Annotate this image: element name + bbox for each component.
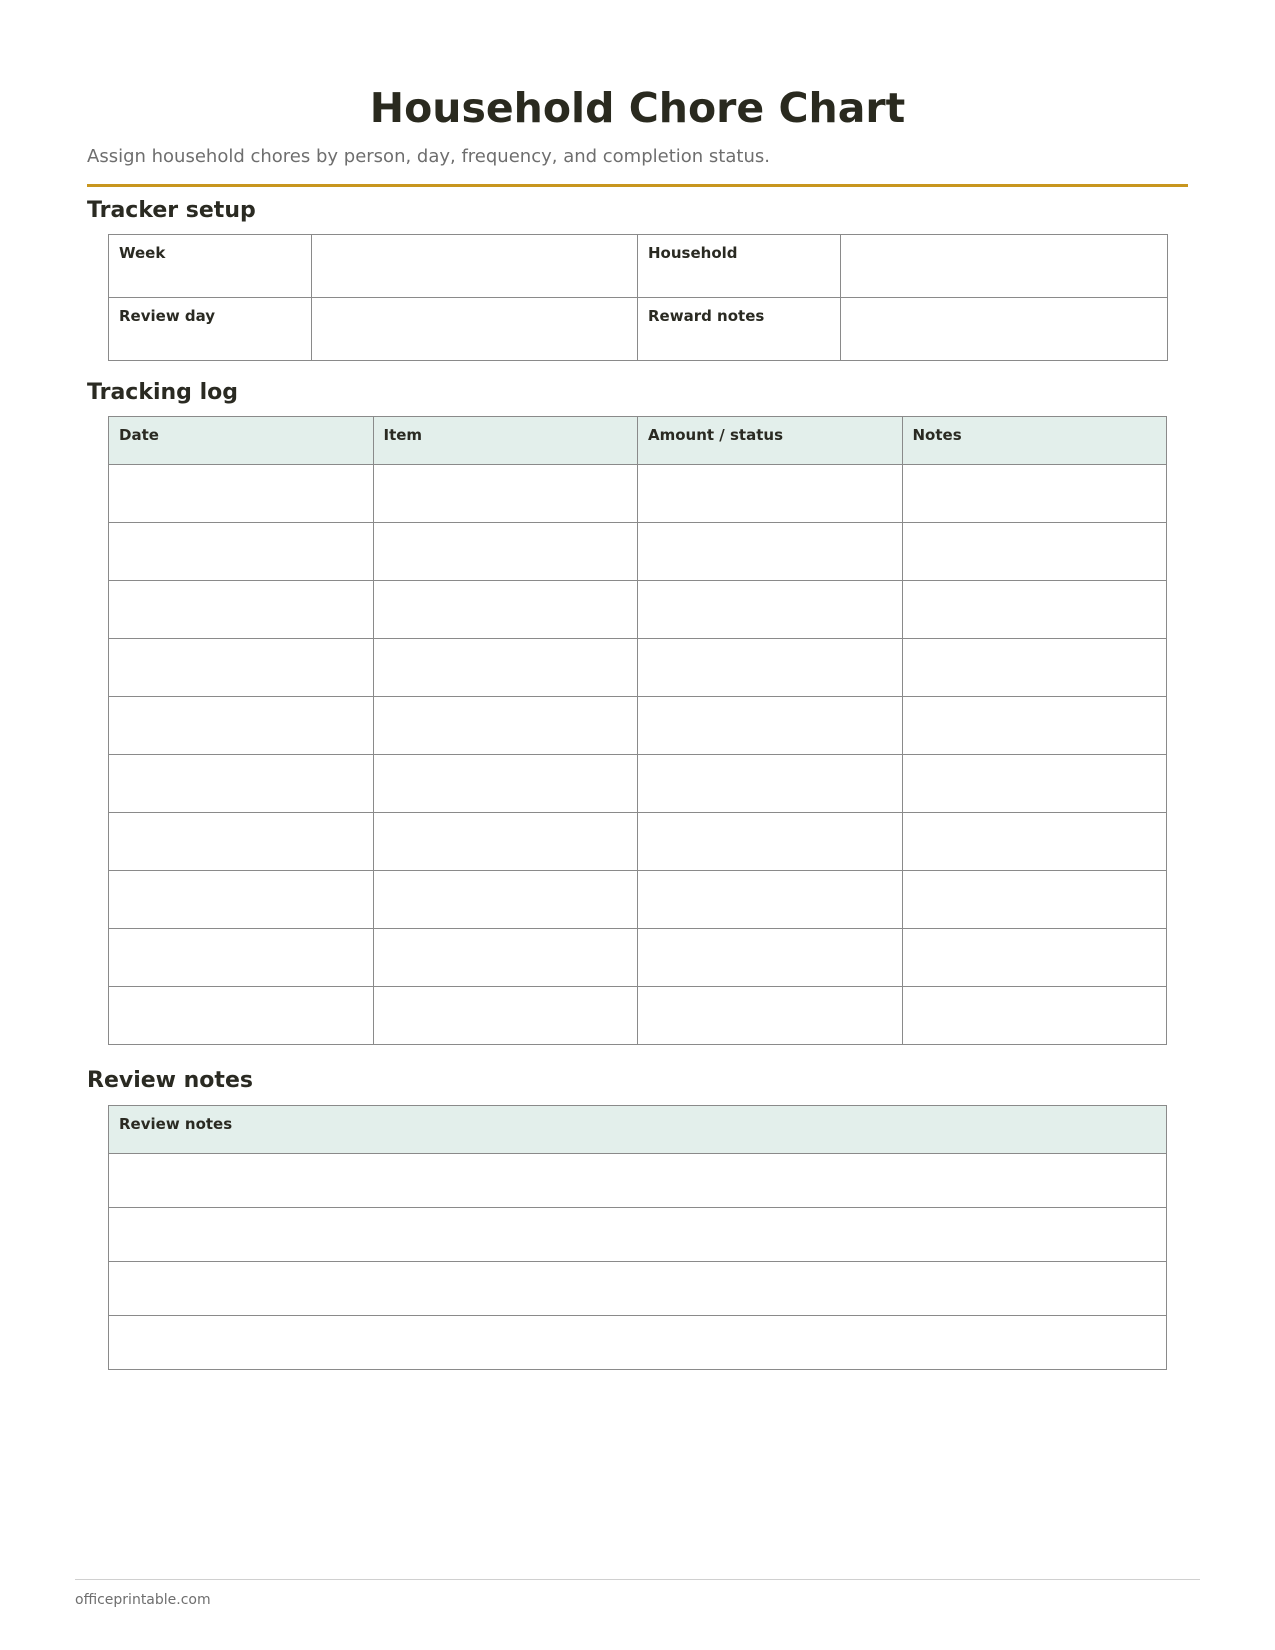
review-notes-body <box>109 1154 1167 1370</box>
review-day-label: Review day <box>119 307 216 325</box>
household-label: Household <box>648 244 738 262</box>
week-field[interactable] <box>312 235 638 298</box>
review-notes-table <box>108 1105 1167 1370</box>
review-day-label-cell <box>109 298 312 361</box>
log-cell[interactable] <box>902 465 1167 523</box>
review-notes-line[interactable] <box>109 1154 1167 1208</box>
log-cell[interactable] <box>638 871 903 929</box>
log-cell[interactable] <box>638 929 903 987</box>
table-row <box>109 813 1167 871</box>
review-notes-line[interactable] <box>109 1316 1167 1370</box>
table-row <box>109 581 1167 639</box>
log-cell[interactable] <box>902 523 1167 581</box>
log-cell[interactable] <box>109 697 374 755</box>
log-cell[interactable] <box>373 639 638 697</box>
log-cell[interactable] <box>373 987 638 1045</box>
log-cell[interactable] <box>638 523 903 581</box>
column-header-label: Review notes <box>119 1115 233 1133</box>
log-cell[interactable] <box>902 929 1167 987</box>
table-row <box>109 697 1167 755</box>
tracker-setup-table <box>108 234 1168 361</box>
table-row <box>109 1154 1167 1208</box>
review-notes-header-row <box>109 1106 1167 1154</box>
week-label: Week <box>119 244 166 262</box>
tracking-log-table <box>108 416 1167 1045</box>
footer-divider <box>75 1579 1200 1580</box>
log-cell[interactable] <box>902 871 1167 929</box>
tracking-log-body <box>109 465 1167 1045</box>
log-cell[interactable] <box>109 929 374 987</box>
review-notes-line[interactable] <box>109 1262 1167 1316</box>
log-cell[interactable] <box>638 639 903 697</box>
log-cell[interactable] <box>109 639 374 697</box>
column-header-label: Item <box>383 426 423 444</box>
log-cell[interactable] <box>638 465 903 523</box>
log-cell[interactable] <box>638 581 903 639</box>
column-header-label: Date <box>119 426 159 444</box>
footer-source: officeprintable.com <box>75 1592 211 1608</box>
log-cell[interactable] <box>902 639 1167 697</box>
title-divider <box>87 184 1188 187</box>
column-header-review-notes <box>109 1106 1167 1154</box>
log-cell[interactable] <box>638 813 903 871</box>
log-cell[interactable] <box>373 871 638 929</box>
log-cell[interactable] <box>109 813 374 871</box>
week-label-cell <box>109 235 312 298</box>
log-cell[interactable] <box>109 987 374 1045</box>
log-cell[interactable] <box>373 523 638 581</box>
table-row <box>109 639 1167 697</box>
log-cell[interactable] <box>902 813 1167 871</box>
reward-notes-field[interactable] <box>841 298 1168 361</box>
table-row <box>109 1316 1167 1370</box>
log-cell[interactable] <box>373 755 638 813</box>
table-row <box>109 465 1167 523</box>
tracking-log-heading: Tracking log <box>87 380 238 405</box>
log-cell[interactable] <box>638 755 903 813</box>
log-cell[interactable] <box>373 813 638 871</box>
review-notes-line[interactable] <box>109 1208 1167 1262</box>
log-cell[interactable] <box>902 581 1167 639</box>
table-row <box>109 1262 1167 1316</box>
log-cell[interactable] <box>902 697 1167 755</box>
column-header-amount-status <box>638 417 903 465</box>
reward-notes-label-cell <box>638 298 841 361</box>
column-header-item <box>373 417 638 465</box>
review-notes-heading: Review notes <box>87 1068 253 1093</box>
log-cell[interactable] <box>902 987 1167 1045</box>
log-cell[interactable] <box>109 523 374 581</box>
column-header-notes <box>902 417 1167 465</box>
tracking-log-header-row <box>109 417 1167 465</box>
log-cell[interactable] <box>109 465 374 523</box>
log-cell[interactable] <box>373 929 638 987</box>
log-cell[interactable] <box>902 755 1167 813</box>
page-subtitle: Assign household chores by person, day, frequency, and completion status. <box>87 146 770 167</box>
table-row <box>109 1208 1167 1262</box>
log-cell[interactable] <box>638 987 903 1045</box>
tracker-setup-heading: Tracker setup <box>87 198 256 223</box>
log-cell[interactable] <box>109 755 374 813</box>
log-cell[interactable] <box>109 871 374 929</box>
table-row <box>109 755 1167 813</box>
table-row <box>109 987 1167 1045</box>
reward-notes-label: Reward notes <box>648 307 765 325</box>
column-header-date <box>109 417 374 465</box>
table-row <box>109 523 1167 581</box>
page-title: Household Chore Chart <box>369 84 906 132</box>
review-day-field[interactable] <box>312 298 638 361</box>
table-row <box>109 929 1167 987</box>
log-cell[interactable] <box>638 697 903 755</box>
log-cell[interactable] <box>373 465 638 523</box>
log-cell[interactable] <box>373 697 638 755</box>
table-row <box>109 871 1167 929</box>
log-cell[interactable] <box>109 581 374 639</box>
household-field[interactable] <box>841 235 1168 298</box>
column-header-label: Amount / status <box>648 426 783 444</box>
household-label-cell <box>638 235 841 298</box>
log-cell[interactable] <box>373 581 638 639</box>
column-header-label: Notes <box>912 426 962 444</box>
